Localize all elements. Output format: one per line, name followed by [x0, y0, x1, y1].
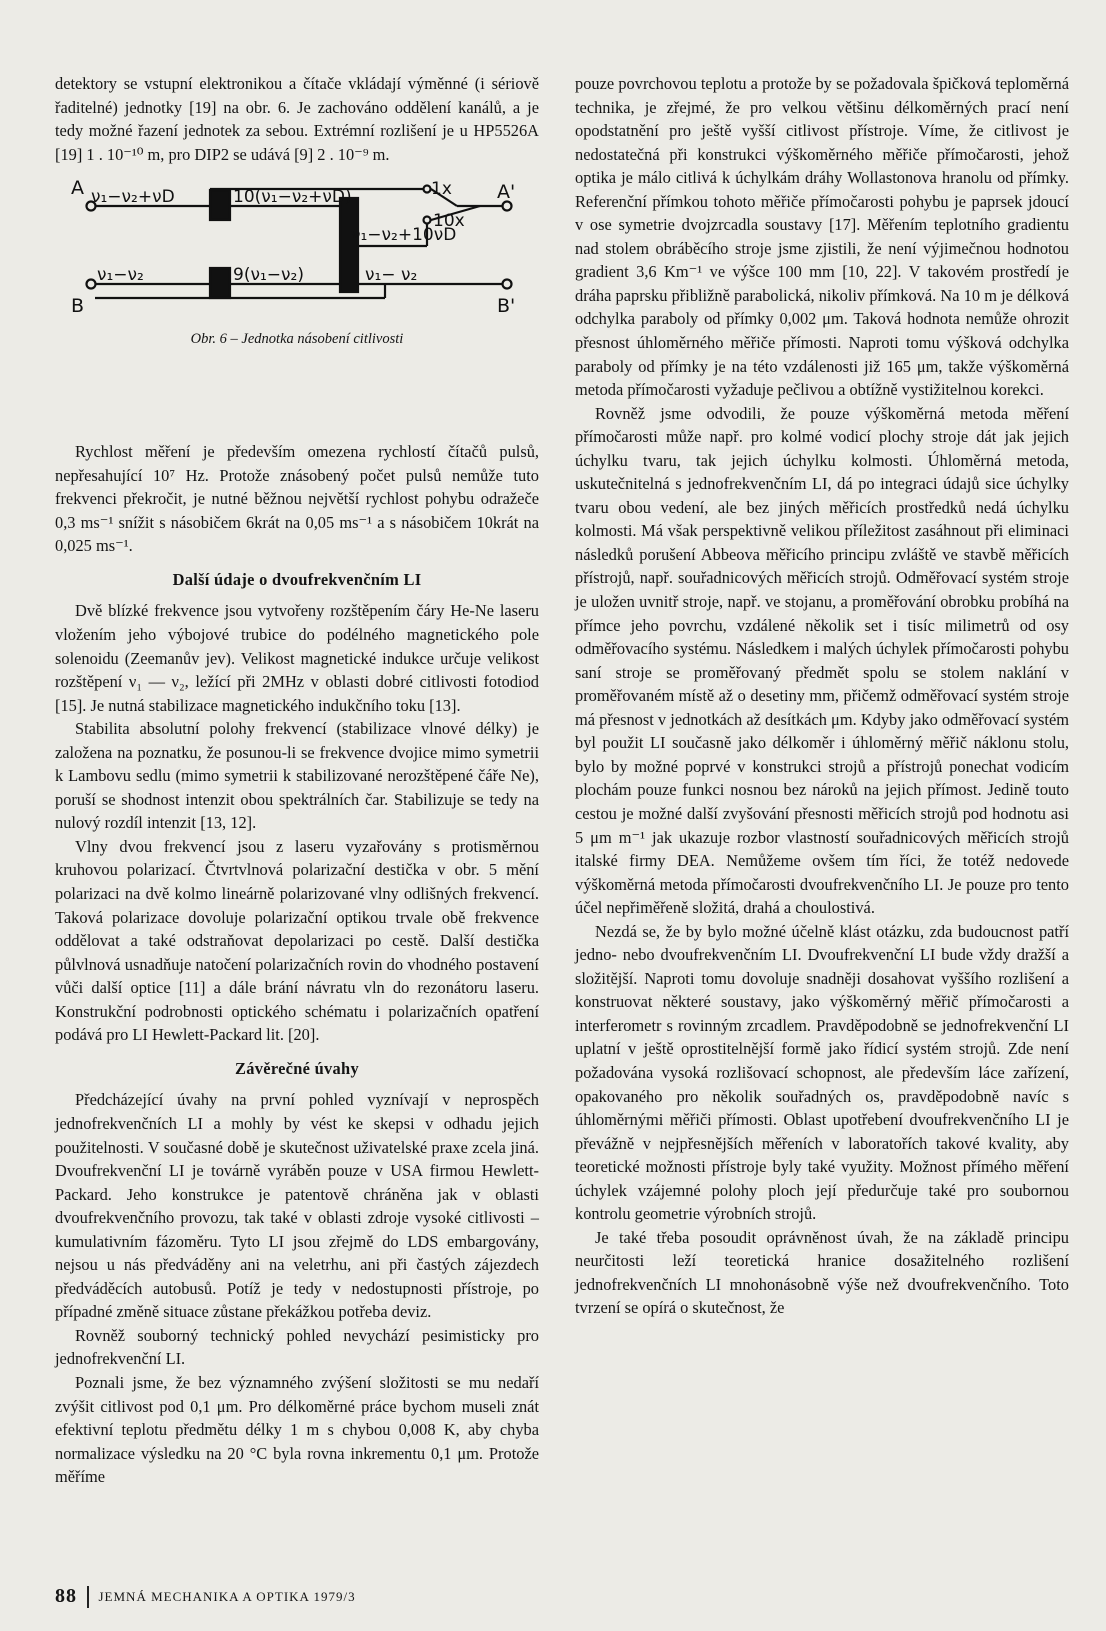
footer-divider: [87, 1586, 89, 1608]
box-bottom-label: 9(ν₁−ν₂): [233, 265, 304, 286]
switch-1x-label: 1x: [431, 179, 452, 200]
terminal-a-label: A: [71, 177, 84, 200]
page-footer: [55, 1585, 356, 1608]
paragraph: Rychlost měření je především omezena rychlostí čítačů pulsů, nepřesahující 10⁷ Hz. Protože znásobený počet pulsů nemůže tuto frekvenci překročit, je nutné běžnou největší rychlost pohybu odražeče 0,3 ms⁻¹ snížit s násobičem 6krát na 0,05 ms⁻¹ a s násobičem 10krát na 0,025 ms⁻¹.: [55, 442, 539, 556]
paragraph: Vlny dvou frekvencí jsou z laseru vyzařovány s protisměrnou kruhovou polarizací. Čtvrtvlnová polarizační destička v obr. 5 mění polarizaci na dvě kolmo lineárně polarizované vlny odlišných frekvencí. Taková polarizace dovoluje polarizační optikou trvale obě frekvence oddělovat a také odstraňovat depolarizaci po cestě. Další destička půlvlnová usnadňuje natočení polarizačních rovin do vhodného postavení vůči další optice [11] a dále brání návratu vln do rezonátoru laseru. Konstrukční podrobnosti optického schématu i polarizačních opatření podává pro LI Hewlett-Packard lit. [20].: [55, 836, 539, 1045]
paragraph: Poznali jsme, že bez významného zvýšení složitosti se mu nedaří zvýšit citlivost pod 0,1 μm. Pro délkoměrné práce bychom museli znát efektivní teplotu předmětu délky 1 m s chybou 0,008 K, aby chyba normalizace výsledku na 20 °C byla rovna inkrementu 0,1 μm. Protože měříme: [55, 1372, 539, 1487]
left-column: [55, 72, 539, 1489]
input-top-label: ν₁−ν₂+νD: [91, 187, 175, 208]
paragraph: Dvě blízké frekvence jsou vytvořeny rozštěpením čáry He-Ne laseru vložením jeho výbojové trubice do podélného magnetického pole solenoidu (Zeemanův jev). Velikost magnetické indukce určuje velikost rozštěpení ν₁ — ν₂, ležící při 2MHz v oblasti dobré citlivosti fotodiod [15]. Je nutná stabilizace magnetického indukčního toku [13].: [55, 601, 539, 715]
paragraph: detektory se vstupní elektronikou a čítače vkládají výměnné (i sériově řaditelné) jednotky [19] na obr. 6. Je zachováno oddělení kanálů, a je tedy možné řazení jednotek za sebou. Extrémní rozlišení je u HP5526A [19] 1 . 10⁻¹⁰ m, pro DIP2 se udává [9] 2 . 10⁻⁹ m.: [55, 74, 539, 164]
multiplier-circuit-labels: [67, 176, 537, 336]
right-column: [575, 72, 1069, 1320]
paragraph: Nezdá se, že by bylo možné účelně klást otázku, zda budoucnost patří jedno- nebo dvoufrekvenčním LI. Dvoufrekvenční LI bude vždy dražší a složitější. Naproti tomu dovoluje snadněji dosahovat vyššího rozlišení a konstruovat některé soustavy, jako výškoměrný měřič přímočarosti a interferometr s rovinným zrcadlem. Pravděpodobně se jednofrekvenční LI uplatní v ještě oprostitelnější formě jako řídicí systém strojů. Zde není požadována vysoká rozlišovací schopnost, ale především láce zařízení, opakovaného pro několik souřadných os, pravděpodobně navíc s úhloměrnými měřiči přímosti. Oblast upotřebení dvoufrekvenčního LI je převážně v nejpřesnějších měřeních v laboratořích takové kvality, aby teoretické možnosti přístroje byly také využity. Možnost přímého měření úchylek vzájemné polohy ploch její předurčuje také pro soubornou kontrolu geometrie výrobních strojů.: [575, 921, 1069, 1224]
paragraph: Je také třeba posoudit oprávněnost úvah, že na základě principu neurčitosti leží teoretická hranice dosažitelného rozlišení jednofrekvenčních LI mnohonásobně výše než dvoufrekvenčního. Toto tvrzení se opírá o skutečnost, že: [575, 1227, 1069, 1318]
paragraph: Rovněž jsme odvodili, že pouze výškoměrná metoda měření přímočarosti může např. pro kolmé vodicí plochy stroje dát jak jejich úchylku tvaru, tak jejich úchylku kolmosti. Úhloměrná metoda, uskutečnitelná s jednofrekvenčním LI, dá po integraci údajů sice úchylky tvaru obou vedení, ale bez jiných měřicích prostředků nedá úchylku kolmosti. Má však perspektivně velikou příležitost zasáhnout při eliminaci následků porušení Abbeova měřicího principu zvláště ve stavbě měřicích přístrojů, např. souřadnicových měřicích strojů. Odměřovací systém stroje je uložen uvnitř stroje, např. ve stojanu, a proměřování obrobku probíhá na přímce jeho povrchu, vzdálené několik set i tisíc milimetrů od osy odměřovacího systému. Následkem i malých úchylek přímočarosti pohybu saní stroje se proměřovaný předmět spolu se stolem naklání v proměřovaném místě až o desetiny mm, přičemž odměřovací systém stroje má přesnost v jednotkách až desítkách μm. Kdyby jako odměřovací systém byl použit LI současně jako délkoměr i úhloměrný měřič náklonu stolu, bylo by možné poprvé v konstrukci strojů a přístrojů ponechat vodicím plochám pouze funkci nosnou bez nároků na jejich přímost. Jedině touto cestou je možné další zvyšování přesnosti měřicích strojů pod hodnotu asi 5 μm m⁻¹ jak ukazuje rozbor vlastností souřadnicových měřicích strojů italské firmy DEA. Nemůžeme ovšem tím říci, že totéž nedovede výškoměrná metoda přímočarosti dvoufrekvenčního LI. Je pouze pro tento účel nepřiměřeně složitá, drahá a choulostivá.: [575, 403, 1069, 918]
terminal-a-prime-label: A': [497, 181, 516, 204]
paragraph: Stabilita absolutní polohy frekvencí (stabilizace vlnové délky) je založena na poznatku, že posunou-li se frekvence dvojice mimo symetrii k Lambovu sedlu (mimo symetrii k stabilizované nerozštěpené čáře Ne), poruší se shodnost intenzit obou spektrálních čar. Stabilizuje se tedy na nulový rozdíl intenzit [13, 12].: [55, 719, 539, 833]
sum-label: ν₁−ν₂+10νD: [351, 225, 457, 246]
output-bottom-label: ν₁− ν₂: [365, 265, 418, 286]
section-heading: Další údaje o dvoufrekvenčním LI: [172, 569, 422, 589]
terminal-b-prime-label: B': [497, 295, 516, 318]
section-heading: Závěrečné úvahy: [235, 1058, 359, 1078]
figure-6: [55, 176, 539, 436]
paragraph: pouze povrchovou teplotu a protože by se požadovala špičková teploměrná technika, je zřejmé, že pro velkou většinu délkoměrných prací není opodstatnění pro ještě vyšší citlivost přístroje. Víme, že citlivost je nedostatečná při konstrukci výškoměrného měřiče přímočarosti, jehož optika je málo citlivá k úchylkám dráhy Wollastonova hranolu od přímky. Referenční přímkou tohoto měřiče přímočarosti pohybu je paprsek jdoucí v ose symetrie dvojzrcadla soustavy [17]. Měřením teplotního gradientu nad stolem obráběcího stroje jsme zjistili, že není výjimečnou hodnotou gradient 3,6 Km⁻¹ ve výšce 100 mm [10, 22]. V takovém prostředí je dráha paprsku přibližně parabolická, nikoliv přímková. Na 10 m je délková odchylka paraboly od přímky 0,002 μm. Taková hodnota nemůže ohrozit přesnost úhloměrného měřiče přímosti. Naproti tomu výšková odchylka paraboly od přímky je na této vzdálenosti již 165 μm, takže výškoměrná metoda přímočarosti vyžaduje pečlivou a obtížně vystižitelnou korekci.: [575, 74, 1069, 400]
paragraph: Předcházející úvahy na první pohled vyznívají v neprospěch jednofrekvenčních LI a mohly by vést ke skepsi v odhadu jejich použitelnosti. V současné době je skutečnost uživatelské praxe zcela jiná. Dvoufrekvenční LI je továrně vyráběn pouze v USA firmou Hewlett-Packard. Jeho konstrukce je patentově chráněna jak v oblasti dvoufrekvenčního provozu, tak také v oblasti zdroje vysoké citlivosti – kumulativním fázoměru. Tyto LI jsou zřejmě do LDS embargovány, nejsou u nás předváděny ani na veletrhu, ani při častých zájezdech předváděcích autobusů. Potíž je tedy v nedostupnosti přístroje, po případné změně situace zůstane překážkou potřeba deviz.: [55, 1090, 539, 1322]
figure-caption: Obr. 6 – Jednotka násobení citlivosti: [190, 331, 404, 348]
terminal-b-label: B: [71, 295, 85, 318]
switch-10x-label: 10x: [433, 211, 465, 232]
paragraph: Rovněž souborný technický pohled nevychází pesimisticky pro jednofrekvenční LI.: [55, 1325, 539, 1369]
input-bottom-label: ν₁−ν₂: [97, 265, 144, 286]
box-top-label: 10(ν₁−ν₂+νD): [233, 187, 352, 208]
page-number: 88: [55, 1585, 77, 1607]
journal-name: JEMNÁ MECHANIKA A OPTIKA 1979/3: [98, 1588, 356, 1604]
